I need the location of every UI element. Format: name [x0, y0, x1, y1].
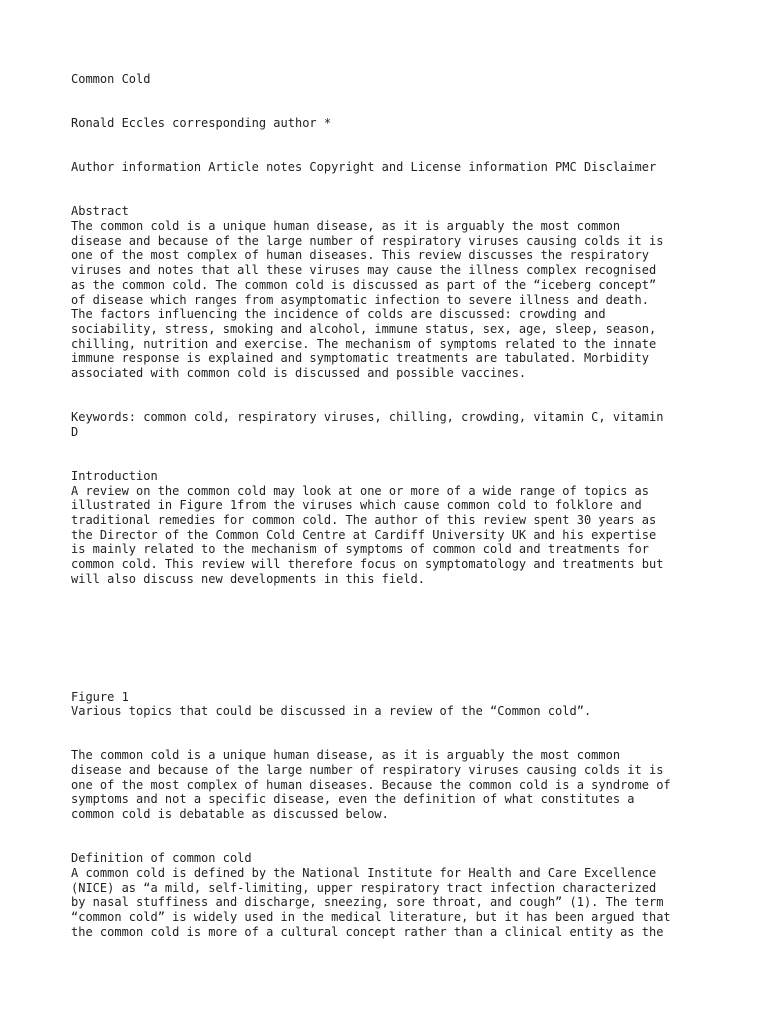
abstract-section [71, 204, 711, 380]
body-paragraph [71, 748, 711, 822]
definition-heading: Definition of common cold [71, 851, 252, 866]
abstract-line: The factors influencing the incidence of colds are discussed: crowding and [71, 307, 606, 322]
introduction-line: the Director of the Common Cold Centre at Cardiff University UK and his expertise [71, 527, 657, 542]
article-info-line: Author information Article notes Copyright and License information PMC Disclaimer [71, 160, 657, 175]
introduction-line: A review on the common cold may look at one or more of a wide range of topics as [71, 483, 649, 498]
author-line: Ronald Eccles corresponding author * [71, 116, 332, 131]
abstract-line: viruses and notes that all these viruses may cause the illness complex recognised [71, 263, 657, 278]
body-line: symptoms and not a specific disease, even the definition of what constitutes a [71, 792, 635, 807]
body-line: disease and because of the large number of respiratory viruses causing colds it is [71, 763, 664, 778]
definition-line: by nasal stuffiness and discharge, sneezing, sore throat, and cough” (1). The term [71, 895, 664, 910]
definition-line: (NICE) as “a mild, self-limiting, upper respiratory tract infection characterized [71, 880, 657, 895]
abstract-heading: Abstract [71, 204, 129, 219]
figure-label: Figure 1 [71, 689, 129, 704]
definition-line: “common cold” is widely used in the medical literature, but it has been argued that [71, 910, 671, 925]
introduction-heading: Introduction [71, 468, 158, 483]
introduction-line: common cold. This review will therefore focus on symptomatology and treatments but [71, 557, 664, 572]
keywords-line: D [71, 424, 79, 439]
keywords-line: Keywords: common cold, respiratory viruses, chilling, crowding, vitamin C, vitamin [71, 410, 664, 425]
introduction-line: will also discuss new developments in this field. [71, 571, 426, 586]
introduction-section [71, 469, 711, 587]
introduction-line: is mainly related to the mechanism of symptoms of common cold and treatments for [71, 542, 649, 557]
body-line: The common cold is a unique human disease, as it is arguably the most common [71, 748, 621, 763]
definition-section [71, 851, 711, 939]
abstract-line: disease and because of the large number of respiratory viruses causing colds it is [71, 233, 664, 248]
abstract-line: sociability, stress, smoking and alcohol, immune status, sex, age, sleep, season, [71, 321, 657, 336]
abstract-line: as the common cold. The common cold is discussed as part of the “iceberg concept” [71, 277, 657, 292]
abstract-line: The common cold is a unique human disease, as it is arguably the most common [71, 218, 621, 233]
introduction-line: illustrated in Figure 1from the viruses which cause common cold to folklore and [71, 498, 642, 513]
abstract-line: associated with common cold is discussed and possible vaccines. [71, 366, 527, 381]
body-line: one of the most complex of human diseases. Because the common cold is a syndrome of [71, 777, 671, 792]
document-title: Common Cold [71, 72, 151, 86]
body-line: common cold is debatable as discussed below. [71, 807, 389, 822]
abstract-line: immune response is explained and symptomatic treatments are tabulated. Morbidity [71, 351, 649, 366]
document-page [71, 72, 711, 939]
abstract-line: chilling, nutrition and exercise. The mechanism of symptoms related to the innate [71, 336, 657, 351]
introduction-line: traditional remedies for common cold. The author of this review spent 30 years as [71, 513, 657, 528]
figure-caption: Various topics that could be discussed in a review of the “Common cold”. [71, 704, 592, 719]
definition-line: the common cold is more of a cultural concept rather than a clinical entity as the [71, 924, 664, 939]
definition-line: A common cold is defined by the National Institute for Health and Care Excellence [71, 865, 657, 880]
abstract-line: of disease which ranges from asymptomatic infection to severe illness and death. [71, 292, 649, 307]
keywords-section [71, 410, 711, 439]
figure-caption-block [71, 690, 711, 719]
abstract-line: one of the most complex of human diseases. This review discusses the respiratory [71, 248, 649, 263]
